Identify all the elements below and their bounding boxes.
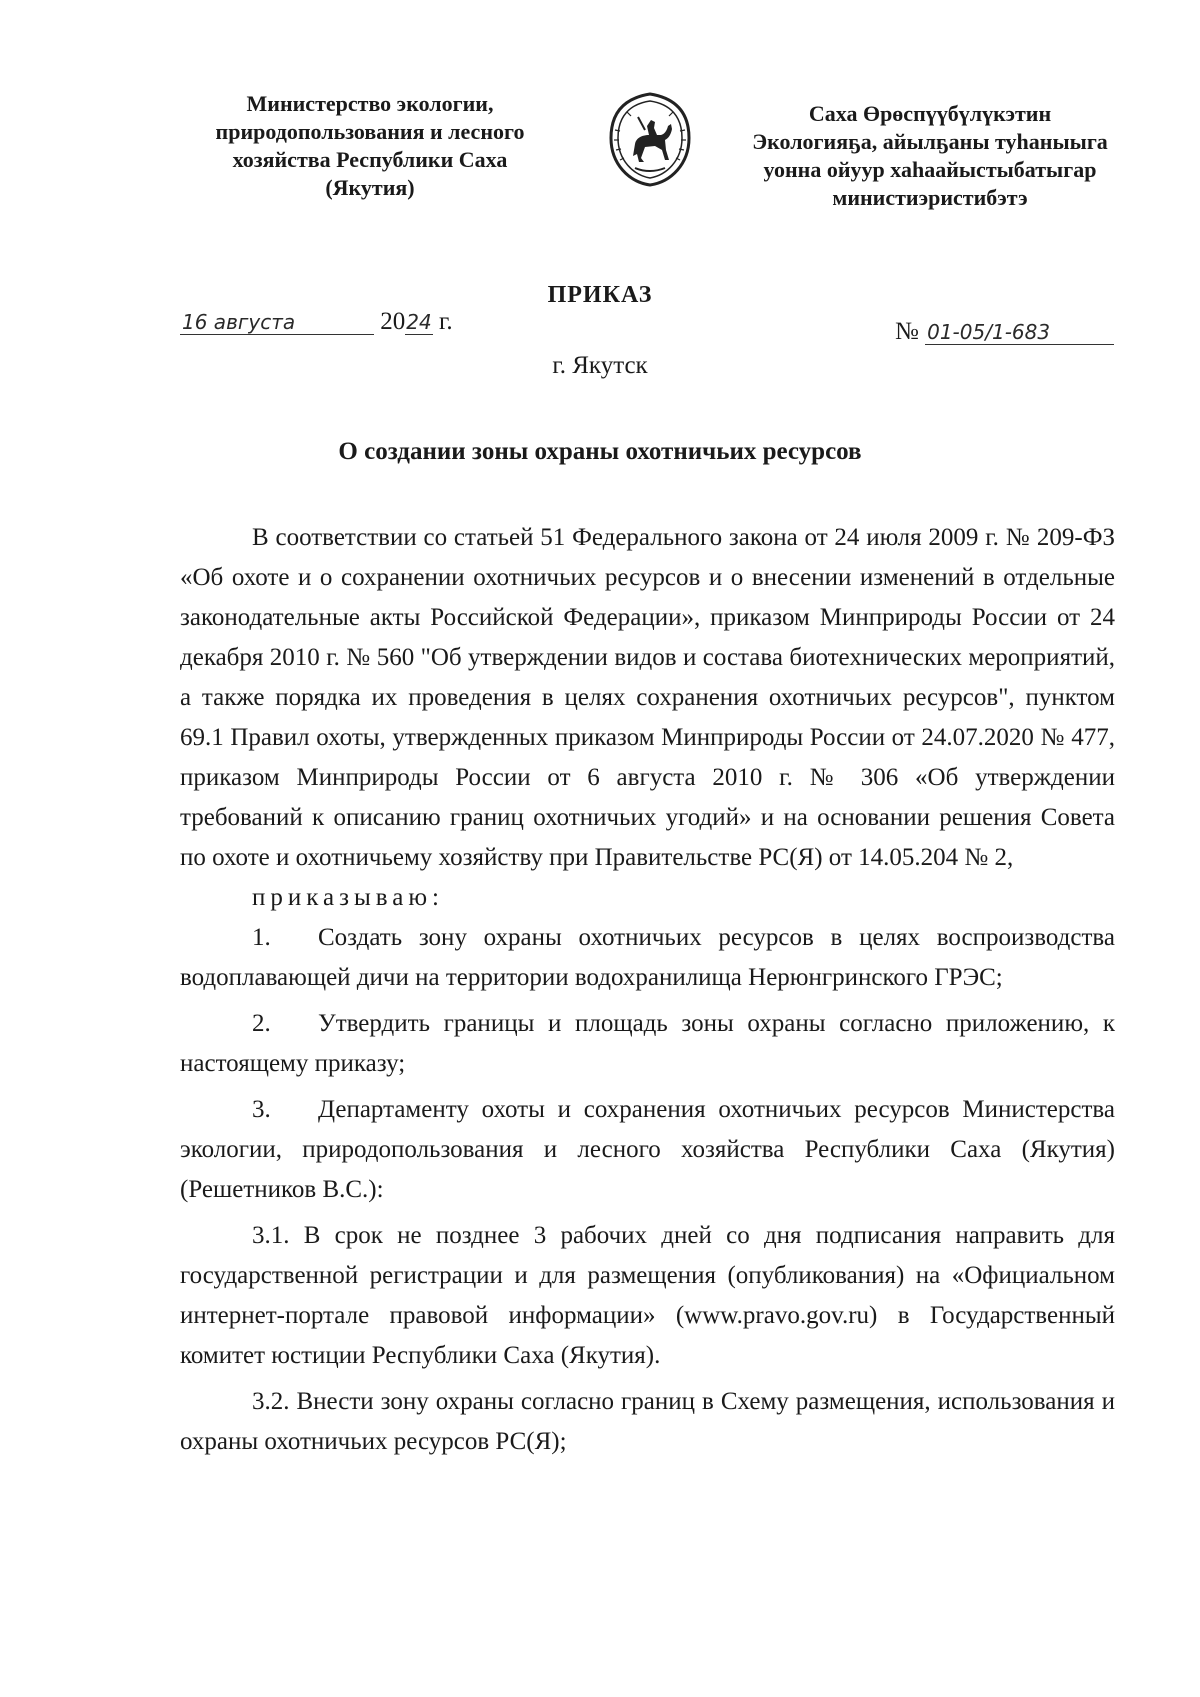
year-prefix: 20 bbox=[380, 308, 406, 335]
ministry-sakha-line: Саха Өрөспүүбүлүкэтин bbox=[808, 101, 1052, 126]
order-word: приказываю: bbox=[252, 884, 444, 911]
number-prefix: № bbox=[895, 318, 926, 345]
ministry-name-russian bbox=[190, 90, 550, 202]
item-number: 2. bbox=[252, 1010, 271, 1037]
ministry-sakha-line: министиэристибэтэ bbox=[832, 185, 1028, 210]
order-number bbox=[895, 318, 1114, 346]
document-type-heading: ПРИКАЗ bbox=[547, 282, 653, 308]
coat-of-arms-emblem-icon bbox=[605, 90, 695, 188]
item-number: 1. bbox=[252, 924, 271, 951]
ministry-name-sakha bbox=[720, 100, 1140, 212]
ministry-ru-line: природопользования и лесного bbox=[215, 119, 525, 144]
item-number: 3. bbox=[252, 1096, 271, 1123]
city-location: г. Якутск bbox=[552, 352, 648, 379]
order-subitem: 3.2. Внести зону охраны согласно границ в Схему размещения, использования и охраны охотничьих ресурсов РС(Я); bbox=[180, 1388, 1115, 1455]
item-text: Утвердить границы и площадь зоны охраны согласно приложению, к настоящему приказу; bbox=[180, 1010, 1115, 1077]
order-item bbox=[180, 1004, 1115, 1084]
ministry-sakha-line: Экологияҕа, айылҕаны туһаныыга bbox=[752, 129, 1108, 154]
ministry-ru-line: (Якутия) bbox=[325, 175, 415, 200]
document-title: О создании зоны охраны охотничьих ресурсов bbox=[338, 438, 862, 465]
preamble-paragraph: В соответствии со статьей 51 Федерального закона от 24 июля 2009 г. № 209-ФЗ «Об охоте и о сохранении охотничьих ресурсов и о внесении изменений в отдельные законодательные акты Российской Федерации», приказом Минприроды России от 24 декабря 2010 г. № 560 "Об утверждении видов и состава биотехнических мероприятий, а также порядка их проведения в целях сохранения охотничьих ресурсов", пунктом 69.1 Правил охоты, утвержденных приказом Минприроды России от 24.07.2020 № 477, приказом Минприроды России от 6 августа 2010 г. № 306 «Об утверждении требований к описанию границ охотничьих угодий» и на основании решения Совета по охоте и охотничьему хозяйству при Правительстве РС(Я) от 14.05.204 № 2, bbox=[180, 524, 1115, 871]
handwritten-date: 16 августа bbox=[180, 310, 374, 335]
handwritten-year: 24 bbox=[406, 310, 432, 334]
order-date bbox=[180, 308, 453, 336]
year-suffix: г. bbox=[432, 308, 453, 335]
item-text: Департаменту охоты и сохранения охотничьих ресурсов Министерства экологии, природопользования и лесного хозяйства Республики Саха (Якутия) (Решетников В.С.): bbox=[180, 1096, 1115, 1203]
ministry-sakha-line: уонна ойуур хаһаайыстыбатыгар bbox=[763, 157, 1097, 182]
order-subitem: 3.1. В срок не позднее 3 рабочих дней со дня подписания направить для государственной регистрации и для размещения (опубликования) на «Официальном интернет-портале правовой информации» (www.pravo.gov.ru) в Государственный комитет юстиции Республики Саха (Якутия). bbox=[180, 1222, 1115, 1369]
document-body bbox=[180, 518, 1115, 1462]
handwritten-number: 01-05/1-683 bbox=[925, 320, 1114, 345]
ministry-ru-line: хозяйства Республики Саха bbox=[232, 147, 508, 172]
order-item bbox=[180, 918, 1115, 998]
item-text: Создать зону охраны охотничьих ресурсов в целях воспроизводства водоплавающей дичи на территории водохранилища Нерюнгринского ГРЭС; bbox=[180, 924, 1115, 991]
order-item bbox=[180, 1090, 1115, 1210]
ministry-ru-line: Министерство экологии, bbox=[246, 91, 494, 116]
